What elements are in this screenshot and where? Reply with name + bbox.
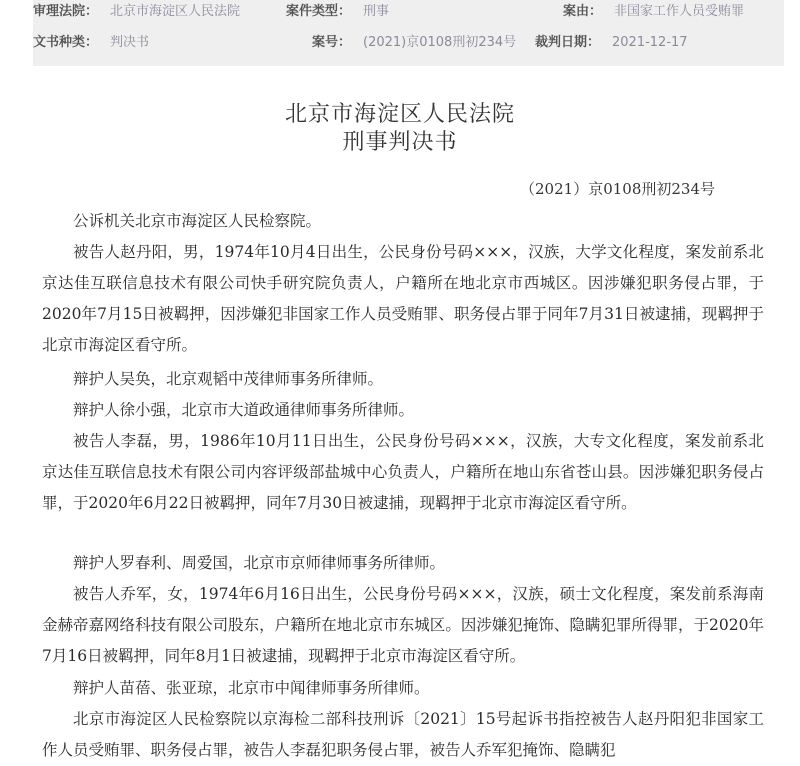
cause-field bbox=[563, 0, 744, 19]
judgment-date-field bbox=[535, 31, 688, 50]
judgment-date-value[interactable]: 2021-12-17 bbox=[612, 35, 688, 50]
paragraph-defendant-li: 被告人李磊，男，1986年10月11日出生，公民身份号码×××，汉族，大专文化程度，案发前系北京达佳互联信息技术有限公司内容评级部盐城中心负责人，户籍所在地山东省苍山县。因涉嫌犯职务侵占罪，于2020年6月22日被羁押，同年7月30日被逮捕，现羁押于北京市海淀区看守所。 bbox=[42, 432, 764, 512]
document-case-number: （2021）京0108刑初234号 bbox=[520, 180, 715, 198]
case-type-field bbox=[286, 0, 389, 19]
cause-value[interactable]: 非国家工作人员受贿罪 bbox=[614, 4, 745, 19]
doc-type-label: 文书种类： bbox=[33, 35, 99, 50]
cause-label: 案由： bbox=[563, 4, 603, 19]
paragraph-defendant-qiao: 被告人乔军，女，1974年6月16日出生，公民身份号码×××，汉族，硕士文化程度，案发前系海南金赫帝嘉网络科技有限公司股东，户籍所在地北京市东城区。因涉嫌犯掩饰、隐瞒犯罪所得罪，于2020年7月16日被羁押，同年8月1日被逮捕，现羁押于北京市海淀区看守所。 bbox=[42, 585, 764, 665]
paragraph-defendant-zhao: 被告人赵丹阳，男，1974年10月4日出生，公民身份号码×××，汉族，大学文化程度，案发前系北京达佳互联信息技术有限公司快手研究院负责人，户籍所在地北京市西城区。因涉嫌犯职务侵占罪，于2020年7月15日被羁押，因涉嫌犯非国家工作人员受贿罪、职务侵占罪于同年7月31日被逮捕，现羁押于北京市海淀区看守所。 bbox=[42, 243, 764, 354]
paragraph-defender-xu: 辩护人徐小强，北京市大道政通律师事务所律师。 bbox=[73, 401, 415, 419]
paragraph-prosecutor: 公诉机关北京市海淀区人民检察院。 bbox=[73, 212, 322, 230]
paragraph-defenders-miao-zhang: 辩护人苗蓓、张亚琼，北京市中闻律师事务所律师。 bbox=[73, 679, 430, 697]
case-number-label: 案号： bbox=[312, 35, 352, 50]
court-name-heading: 北京市海淀区人民法院 bbox=[284, 102, 515, 127]
doc-type-field bbox=[33, 31, 149, 50]
document-title: 刑事判决书 bbox=[342, 130, 458, 155]
court-label: 审理法院： bbox=[33, 4, 99, 19]
judgment-date-label: 裁判日期： bbox=[535, 35, 601, 50]
paragraph-indictment: 北京市海淀区人民检察院以京海检二部科技刑诉〔2021〕15号起诉书指控被告人赵丹阳犯非国家工作人员受贿罪、职务侵占罪，被告人李磊犯职务侵占罪，被告人乔军犯掩饰、隐瞒犯 bbox=[42, 710, 764, 759]
case-type-value[interactable]: 刑事 bbox=[363, 4, 390, 19]
paragraph-defenders-luo-zhou: 辩护人罗春利、周爱国，北京市京师律师事务所律师。 bbox=[73, 554, 446, 572]
paragraph-defender-wu: 辩护人吴奂，北京观韬中茂律师事务所律师。 bbox=[73, 370, 384, 388]
court-value[interactable]: 北京市海淀区人民法院 bbox=[110, 4, 241, 19]
case-number-value[interactable]: (2021)京0108刑初234号 bbox=[363, 35, 517, 50]
case-metadata-panel bbox=[33, 0, 784, 66]
case-type-label: 案件类型： bbox=[286, 4, 352, 19]
case-number-field bbox=[312, 31, 516, 50]
court-field bbox=[33, 0, 240, 19]
doc-type-value[interactable]: 判决书 bbox=[110, 35, 150, 50]
